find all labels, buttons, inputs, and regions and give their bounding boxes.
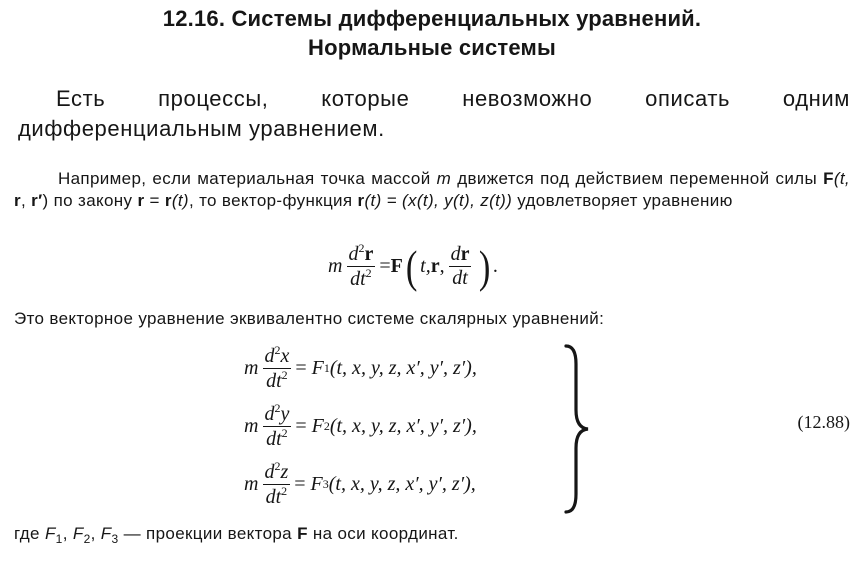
section-title-line-2: Нормальные системы [308,35,556,60]
system-equation-1: m $\frac{d^2x}{dt^2}$ = F 1 (t, x, y, z, x′, y′, z′), [244,343,477,392]
system-equation-3: m $\frac{d^2z}{dt^2}$ = F 3 (t, x, y, z, x′, y′, z′), [244,459,476,508]
first-derivative-fraction: $\frac{dr}{dt}$ [450,243,470,289]
section-title-line-1: 12.16. Системы дифференциальных уравнений. [162,6,702,31]
equivalence-paragraph: Это векторное уравнение эквивалентно системе скалярных уравнений: [14,309,605,328]
right-brace-icon [562,344,592,514]
right-paren-icon: ) [478,240,490,292]
system-equation-2: m $\frac{d^2y}{dt^2}$ = F 2 (t, x, y, z, x′, y′, z′), [244,401,477,450]
second-derivative-fraction: $\frac{d^2r}{dt^2}$ [348,241,374,290]
projection-note: где $F_1$, $F_2$, $F_3$ — проекции вектора F на оси координат. [14,524,459,546]
intro-paragraph: Есть процессы, которые невозможно описать одним дифференциальным уравнением. [18,86,850,141]
example-paragraph: Например, если материальная точка массой m движется под действием переменной силы F(t, r, r′) по закону r = r(t), то вектор-функция r(t) = (x(t), y(t), z(t)) удовлетворяет уравнению [14,169,850,210]
newton-equation: m $\frac{d^2r}{dt^2}$ = F ( t, r , $\frac{dr}{dt}$ ) . [328,240,498,292]
left-paren-icon: ( [405,240,418,292]
equation-number: (12.88) [797,412,850,432]
